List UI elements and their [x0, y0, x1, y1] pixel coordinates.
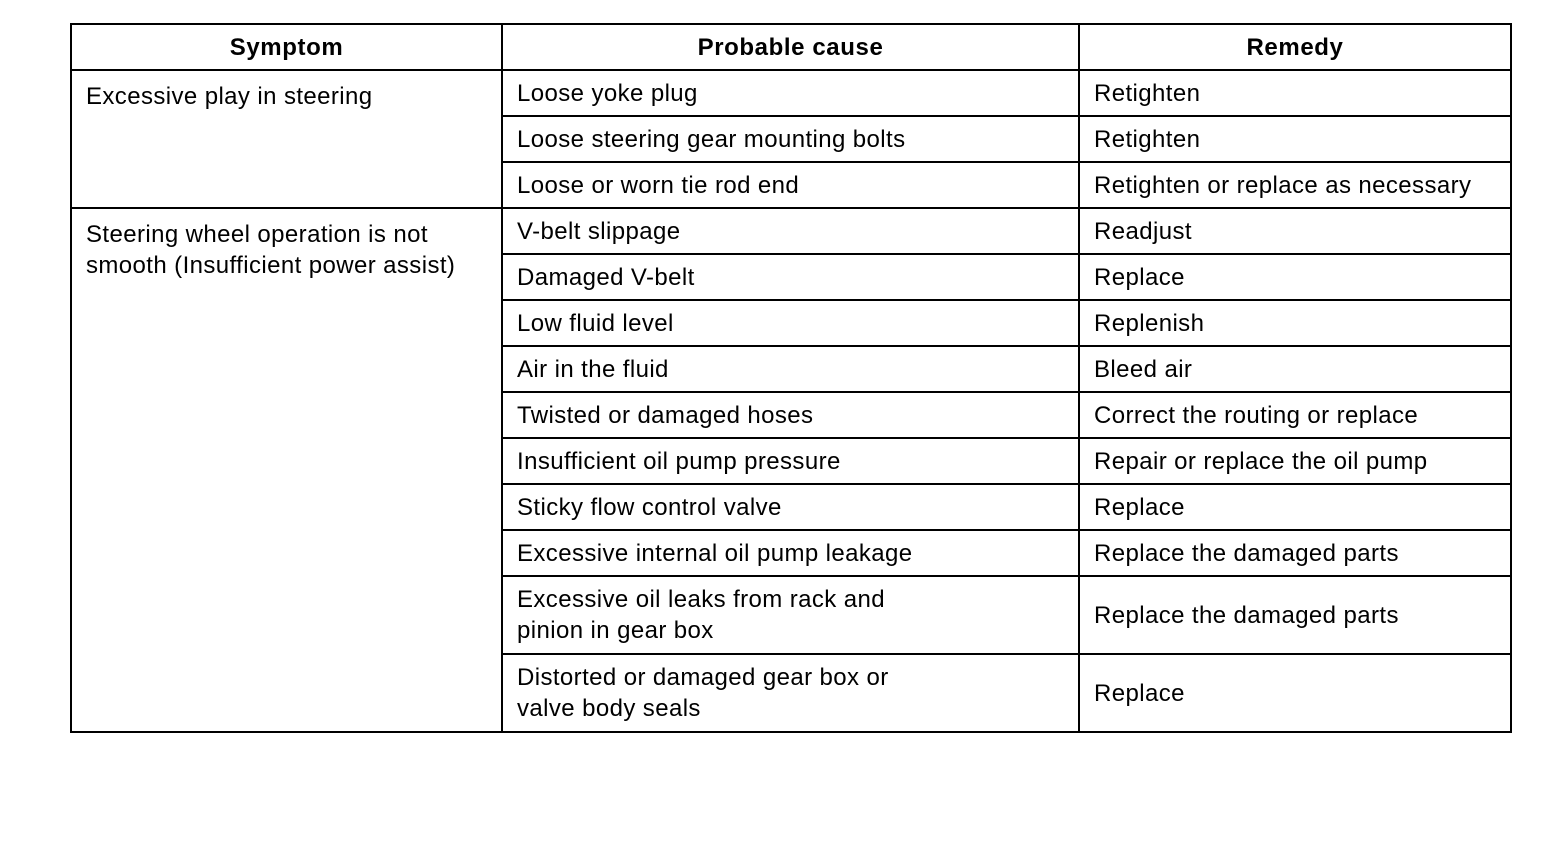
cause-cell: Insufficient oil pump pressure: [502, 438, 1079, 484]
remedy-cell: Replenish: [1079, 300, 1511, 346]
cause-cell: Loose yoke plug: [502, 70, 1079, 116]
cause-cell: V-belt slippage: [502, 208, 1079, 254]
remedy-cell: Replace: [1079, 654, 1511, 732]
cause-cell: Air in the fluid: [502, 346, 1079, 392]
cause-line: Excessive oil leaks from rack and: [517, 586, 885, 613]
remedy-cell: Replace the damaged parts: [1079, 530, 1511, 576]
table-row: [71, 70, 1511, 116]
cause-cell: Sticky flow control valve: [502, 484, 1079, 530]
symptom-cell: [71, 208, 502, 732]
header-symptom: Symptom: [71, 24, 502, 70]
remedy-cell: Retighten: [1079, 70, 1511, 116]
remedy-cell: Retighten: [1079, 116, 1511, 162]
cause-cell: Excessive internal oil pump leakage: [502, 530, 1079, 576]
remedy-cell: Repair or replace the oil pump: [1079, 438, 1511, 484]
remedy-cell: Replace the damaged parts: [1079, 576, 1511, 654]
remedy-cell: Replace: [1079, 484, 1511, 530]
symptom-line: smooth (Insufficient power assist): [86, 252, 456, 279]
cause-line: valve body seals: [517, 695, 701, 722]
cause-cell: [502, 576, 1079, 654]
cause-cell: Loose or worn tie rod end: [502, 162, 1079, 208]
remedy-cell: Bleed air: [1079, 346, 1511, 392]
troubleshooting-table: [70, 23, 1512, 733]
cause-line: Distorted or damaged gear box or: [517, 664, 889, 691]
cause-cell: Low fluid level: [502, 300, 1079, 346]
remedy-cell: Replace: [1079, 254, 1511, 300]
remedy-cell: Readjust: [1079, 208, 1511, 254]
header-remedy: Remedy: [1079, 24, 1511, 70]
symptom-cell: Excessive play in steering: [71, 70, 502, 208]
remedy-cell: Correct the routing or replace: [1079, 392, 1511, 438]
remedy-cell: Retighten or replace as necessary: [1079, 162, 1511, 208]
header-probable-cause: Probable cause: [502, 24, 1079, 70]
cause-cell: Loose steering gear mounting bolts: [502, 116, 1079, 162]
cause-cell: [502, 654, 1079, 732]
table-row: [71, 208, 1511, 254]
header-row: [71, 24, 1511, 70]
cause-cell: Twisted or damaged hoses: [502, 392, 1079, 438]
symptom-line: Steering wheel operation is not: [86, 221, 428, 248]
cause-line: pinion in gear box: [517, 617, 714, 644]
cause-cell: Damaged V-belt: [502, 254, 1079, 300]
